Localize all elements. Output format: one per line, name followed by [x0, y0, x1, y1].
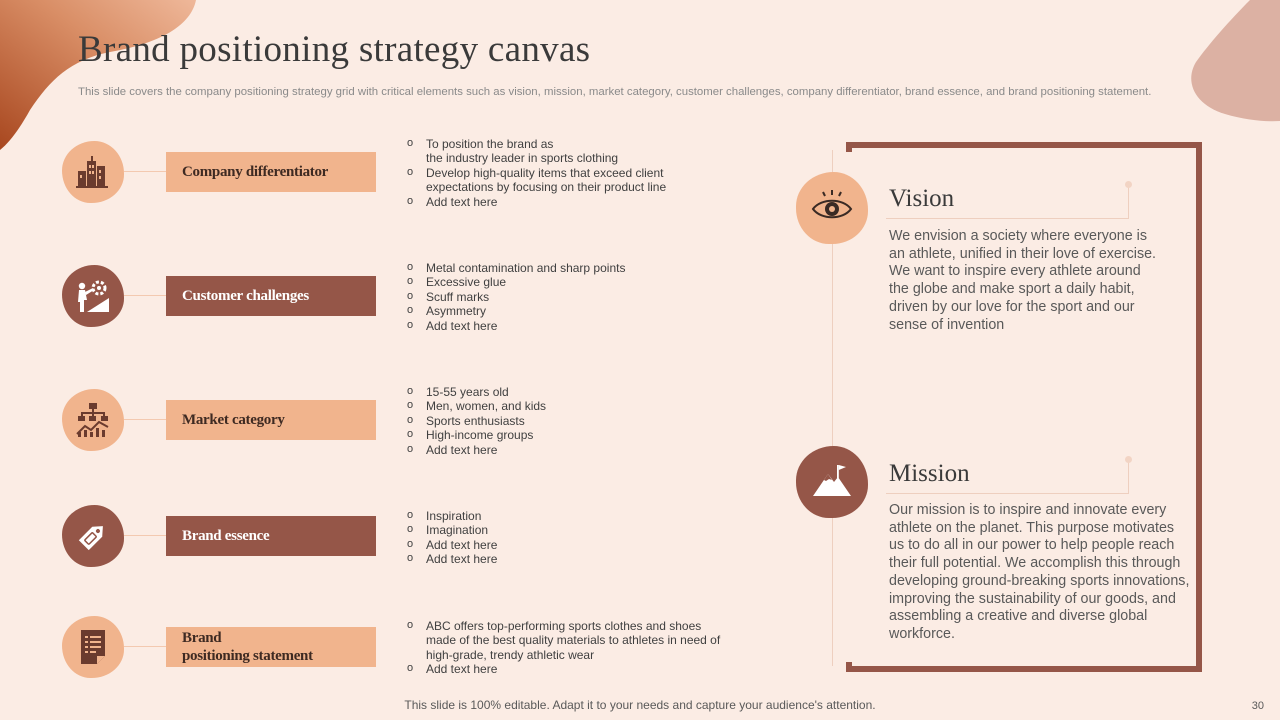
corner-decoration-top-right: [1190, 0, 1280, 125]
bullet-item: o Scuff marks: [406, 290, 736, 304]
bullet-item: o Excessive glue: [406, 275, 736, 289]
bullet-item: o High-income groups: [406, 428, 736, 442]
row-market-category: [0, 379, 760, 459]
bullet-item: o Imagination: [406, 523, 736, 537]
connector-line: [124, 535, 166, 536]
bullet-item: o Asymmetry: [406, 304, 736, 318]
row-label: Customer challenges: [166, 276, 376, 316]
bullet-item: o Metal contamination and sharp points: [406, 261, 736, 275]
bullet-item: o Add text here: [406, 662, 736, 676]
mission-divider: [886, 493, 1129, 494]
bullet-item: o Sports enthusiasts: [406, 414, 736, 428]
mission-text: Our mission is to inspire and innovate every athlete on the planet. This purpose motivates us to do all in our power to help people reach their full potential. We accomplish this through developing ground-breaking sports innovations, improving the sustainability of our goods, and assembling a creative and diverse global workforce.: [889, 502, 1190, 642]
row-brand-essence: [0, 495, 760, 575]
bullet-list: [406, 509, 736, 567]
bullet-item: o Add text here: [406, 195, 736, 209]
corner-decoration-top-left: [0, 0, 200, 150]
bullet-list: [406, 261, 736, 333]
buildings-icon: [62, 141, 124, 203]
slide-title: Brand positioning strategy canvas: [78, 29, 591, 70]
connector-line: [124, 419, 166, 420]
bullet-item: o Inspiration: [406, 509, 736, 523]
row-company-differentiator: [0, 131, 760, 211]
bullet-item: o Add text here: [406, 443, 736, 457]
row-label: Company differentiator: [166, 152, 376, 192]
vision-title: Vision: [889, 185, 955, 212]
vision-text: We envision a society where everyone is an athlete, unified in their love of exercise. We want to inspire every athlete around the globe and make sport a daily habit, driven by our love for the sport and our sense of invention: [889, 228, 1157, 333]
bullet-list: [406, 619, 736, 677]
mission-title: Mission: [889, 460, 970, 487]
slide-footer: This slide is 100% editable. Adapt it to your needs and capture your audience's attention.: [404, 698, 876, 712]
bullet-item: o ABC offers top-performing sports clothes and shoes made of the best quality materials to athletes in need of high-grade, trendy athletic wear: [406, 619, 726, 662]
bullet-item: o Add text here: [406, 538, 736, 552]
hierarchy-chart-icon: [62, 389, 124, 451]
row-label: Market category: [166, 400, 376, 440]
eye-icon: [796, 172, 868, 244]
connector-line: [124, 171, 166, 172]
bullet-item: o Add text here: [406, 552, 736, 566]
mountain-flag-icon: [796, 446, 868, 518]
bullet-list: [406, 385, 736, 457]
row-customer-challenges: [0, 255, 760, 335]
row-label: Brand essence: [166, 516, 376, 556]
vision-divider: [886, 218, 1129, 219]
bullet-item: o Develop high-quality items that exceed client expectations by focusing on their product line: [406, 166, 676, 195]
bullet-item: o Add text here: [406, 319, 736, 333]
person-gear-icon: [62, 265, 124, 327]
bullet-list: [406, 137, 736, 209]
connector-line: [124, 646, 166, 647]
bullet-item: o 15-55 years old: [406, 385, 736, 399]
connector-line: [124, 295, 166, 296]
slide-subtitle: This slide covers the company positioning strategy grid with critical elements such as vision, mission, market category, customer challenges, company differentiator, brand essence, and brand positioning statement.: [78, 86, 1152, 98]
row-label: Brand positioning statement: [166, 627, 376, 667]
tag-icon: [62, 505, 124, 567]
page-number: 30: [1251, 700, 1264, 712]
vision-dot: [1125, 181, 1132, 188]
vision-divider-vertical: [1128, 187, 1129, 218]
panel-frame-corner: [846, 662, 852, 672]
bullet-item: o To position the brand as the industry leader in sports clothing: [406, 137, 736, 166]
bullet-item: o Men, women, and kids: [406, 399, 736, 413]
mission-divider-vertical: [1128, 462, 1129, 493]
document-icon: [62, 616, 124, 678]
row-brand-positioning-statement: [0, 606, 760, 686]
panel-frame-corner: [846, 142, 852, 152]
mission-dot: [1125, 456, 1132, 463]
